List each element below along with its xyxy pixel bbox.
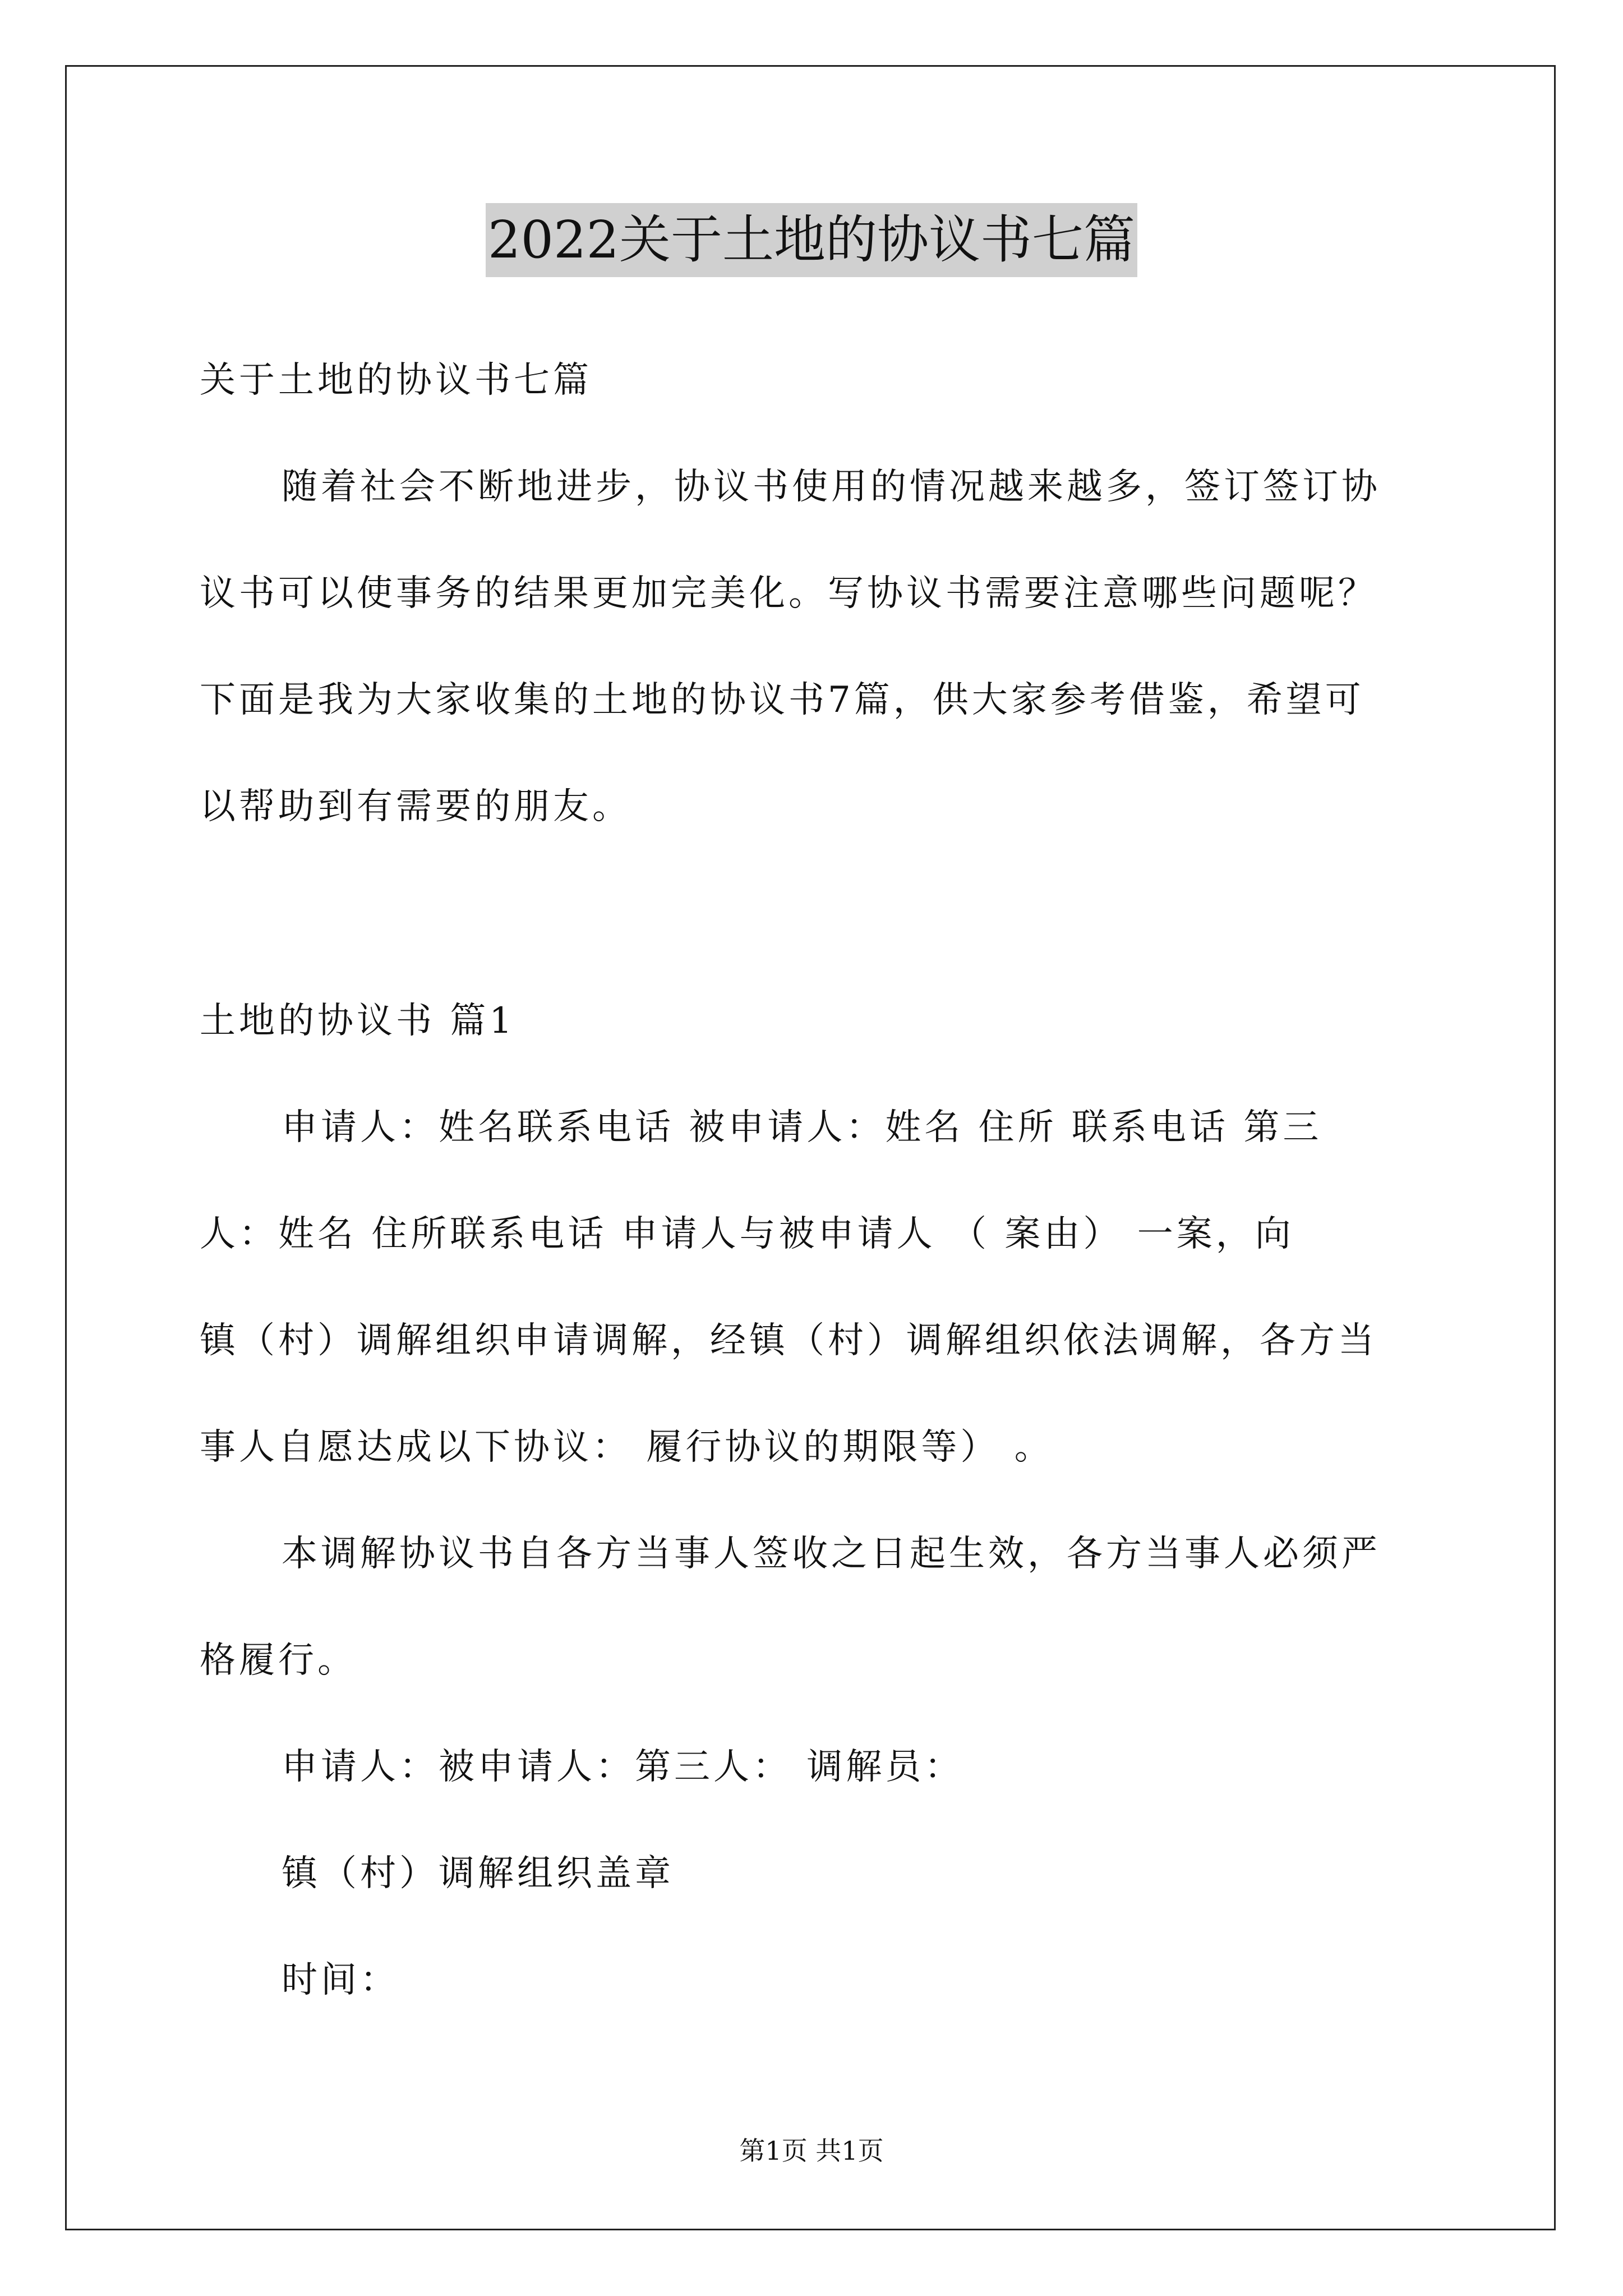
intro-line-3: 下面是我为大家收集的土地的协议书7篇，供大家参考借鉴，希望可 xyxy=(200,679,1364,721)
title-container xyxy=(0,203,1623,277)
time-line: 时间： xyxy=(282,1959,399,2001)
intro-line-1: 随着社会不断地进步，协议书使用的情况越来越多，签订签订协 xyxy=(282,466,1381,508)
signatories-line: 申请人：被申请人：第三人： 调解员： xyxy=(282,1746,964,1788)
intro-line-2: 议书可以使事务的结果更加完美化。写协议书需要注意哪些问题呢？ xyxy=(200,573,1377,614)
section-para1-line-4: 事人自愿达成以下协议： 履行协议的期限等） 。 xyxy=(200,1427,1054,1468)
document-title: 2022关于土地的协议书七篇 xyxy=(486,203,1137,277)
section-para1-line-1: 申请人：姓名联系电话 被申请人：姓名 住所 联系电话 第三 xyxy=(282,1107,1322,1148)
section-para2-line-2: 格履行。 xyxy=(200,1640,357,1681)
section-para1-line-2: 人：姓名 住所联系电话 申请人与被申请人 （ 案由） 一案，向 xyxy=(200,1213,1294,1255)
section-para1-line-3: 镇（村）调解组织申请调解，经镇（村）调解组织依法调解，各方当 xyxy=(200,1320,1377,1361)
intro-line-4: 以帮助到有需要的朋友。 xyxy=(200,786,631,827)
section-heading: 土地的协议书 篇1 xyxy=(200,1000,516,1042)
section-para2-line-1: 本调解协议书自各方当事人签收之日起生效，各方当事人必须严 xyxy=(282,1533,1381,1575)
document-subtitle: 关于土地的协议书七篇 xyxy=(200,360,592,401)
page-footer: 第1页 共1页 xyxy=(739,2136,884,2166)
seal-line: 镇（村）调解组织盖章 xyxy=(282,1853,674,1894)
